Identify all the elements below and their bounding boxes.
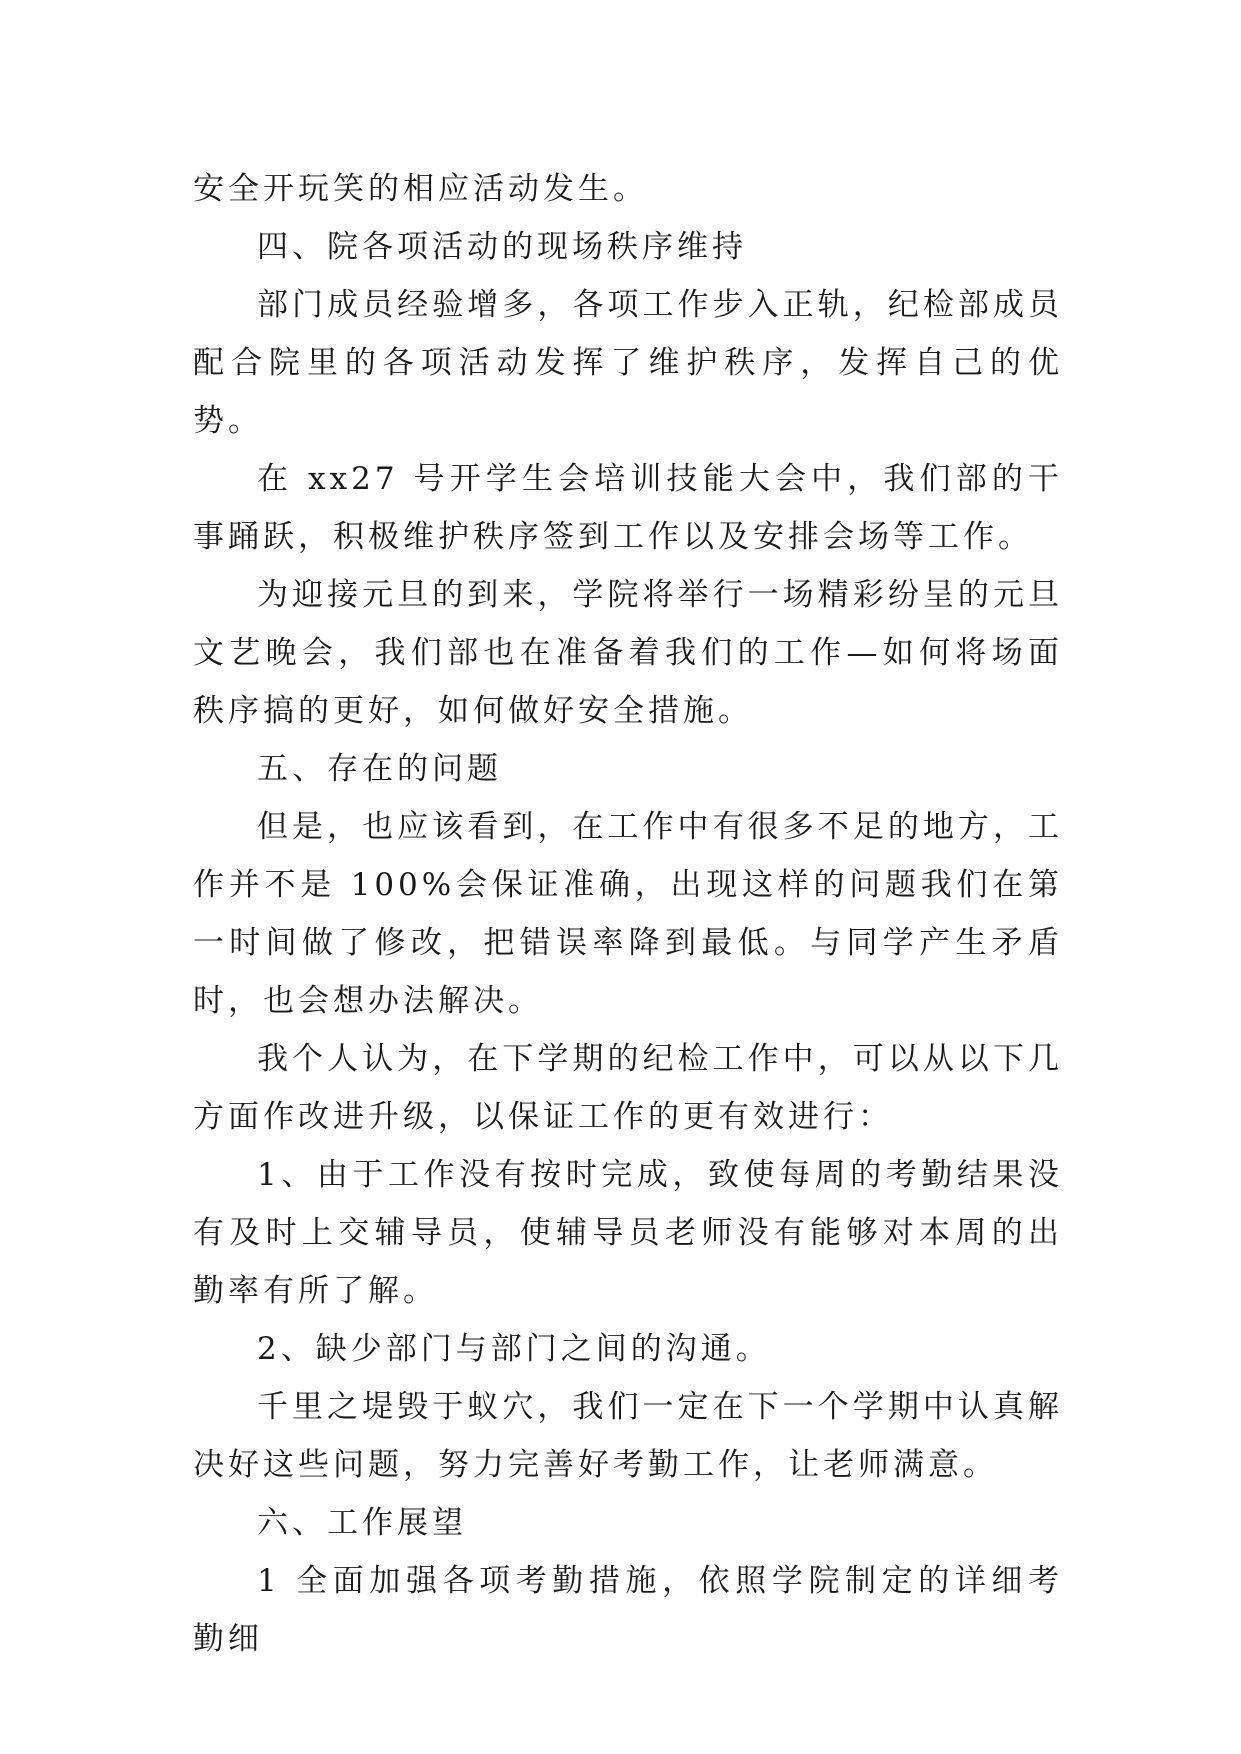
list-item: 1、由于工作没有按时完成，致使每周的考勤结果没有及时上交辅导员，使辅导员老师没有能够对本周的出勤率有所了解。 <box>193 1157 1063 1309</box>
paragraph: 我个人认为，在下学期的纪检工作中，可以从以下几方面作改进升级，以保证工作的更有效进行： <box>193 1041 1063 1135</box>
list-item: 1 全面加强各项考勤措施，依照学院制定的详细考勤细 <box>193 1563 1063 1657</box>
paragraph: 为迎接元旦的到来，学院将举行一场精彩纷呈的元旦文艺晚会，我们部也在准备着我们的工作—如何将场面秩序搞的更好，如何做好安全措施。 <box>193 577 1063 729</box>
paragraph: 但是，也应该看到，在工作中有很多不足的地方，工作并不是 100%会保证准确，出现这样的问题我们在第一时间做了修改，把错误率降到最低。与同学产生矛盾时，也会想办法解决。 <box>193 809 1063 1019</box>
paragraph: 安全开玩笑的相应活动发生。 <box>193 171 648 207</box>
paragraph: 部门成员经验增多，各项工作步入正轨，纪检部成员配合院里的各项活动发挥了维护秩序，发挥自己的优势。 <box>193 287 1063 439</box>
section-heading-4: 四、院各项活动的现场秩序维持 <box>257 229 747 265</box>
section-heading-5: 五、存在的问题 <box>257 751 502 787</box>
document-body <box>193 160 1063 1668</box>
list-item: 2、缺少部门与部门之间的沟通。 <box>257 1331 771 1367</box>
paragraph: 在 xx27 号开学生会培训技能大会中，我们部的干事踊跃，积极维护秩序签到工作以及安排会场等工作。 <box>193 461 1063 555</box>
section-heading-6: 六、工作展望 <box>257 1505 467 1541</box>
paragraph: 千里之堤毁于蚁穴，我们一定在下一个学期中认真解决好这些问题，努力完善好考勤工作，让老师满意。 <box>193 1389 1063 1483</box>
